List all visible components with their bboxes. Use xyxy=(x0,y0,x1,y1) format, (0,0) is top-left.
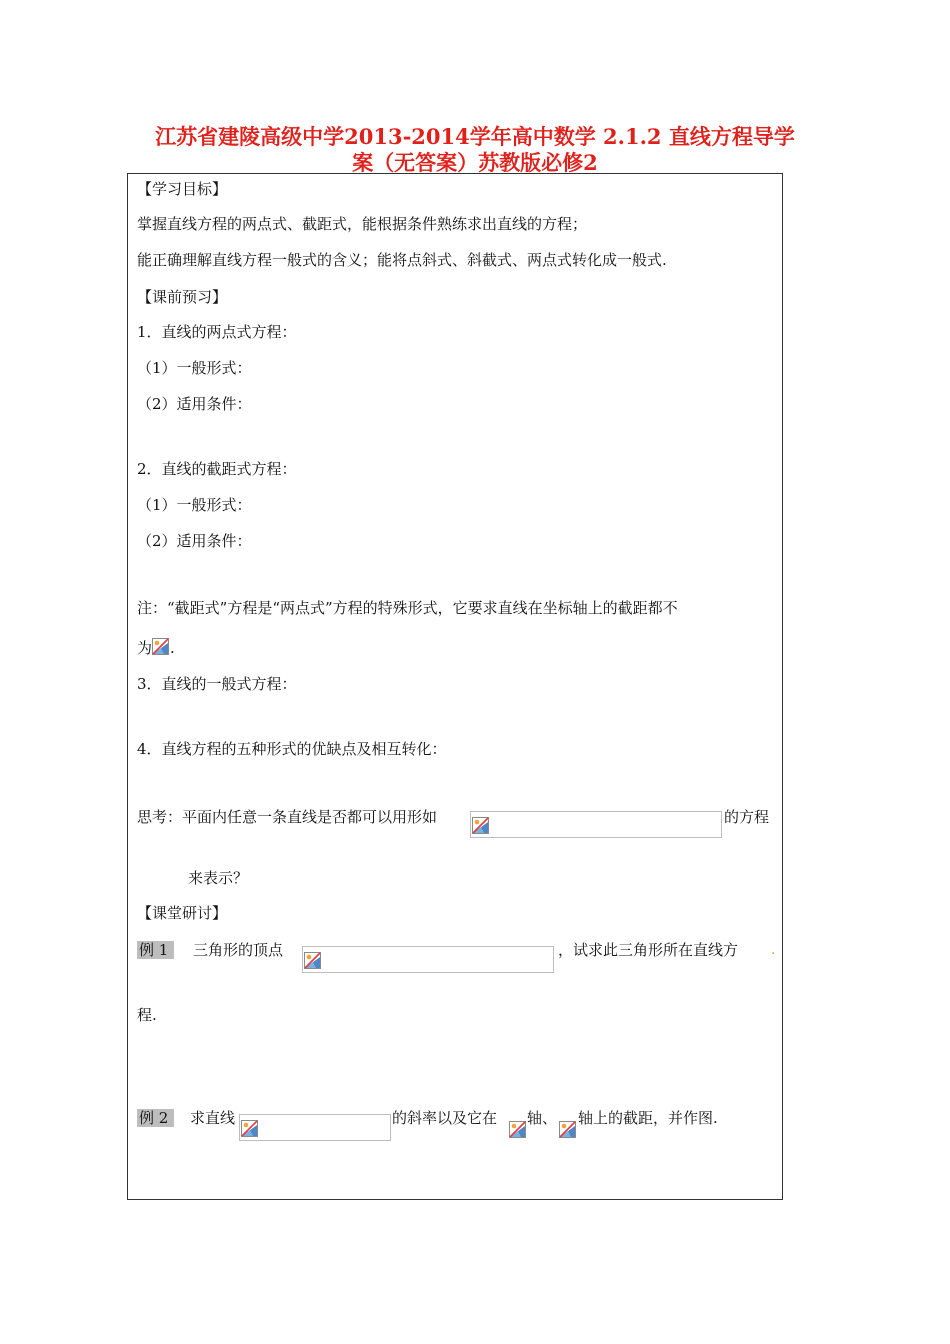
note-line-2: 为 . xyxy=(137,639,175,657)
question-1: 1．直线的两点式方程： xyxy=(137,323,297,341)
note-text: 为 xyxy=(137,639,153,657)
example-1-end: 程. xyxy=(137,1006,157,1024)
example-2-text-mid2: 轴、 xyxy=(527,1109,558,1127)
title-line-1: 江苏省建陵高级中学2013-2014学年高中数学 2.1.2 直线方程导学 xyxy=(155,124,795,149)
example-1-text-end: ，试求此三角形所在直线方 xyxy=(558,941,739,959)
formula-image-icon xyxy=(304,952,321,969)
example-1-tag xyxy=(137,940,174,960)
question-2b: （2）适用条件： xyxy=(137,532,252,550)
formula-image-icon xyxy=(472,817,489,834)
note-line-1: 注：“截距式”方程是“两点式”方程的特殊形式，它要求直线在坐标轴上的截距都不 xyxy=(137,599,678,617)
formula-image-icon xyxy=(241,1120,258,1137)
title-line-2: 案（无答案）苏教版必修2 xyxy=(352,150,598,175)
class-header: 【课堂研讨】 xyxy=(137,904,228,922)
x-axis-image-icon xyxy=(509,1121,526,1138)
formula-box-ex1 xyxy=(302,946,554,973)
question-2a: （1）一般形式： xyxy=(137,496,252,514)
goals-header: 【学习目标】 xyxy=(137,180,228,198)
preview-header: 【课前预习】 xyxy=(137,288,228,306)
example-2-text: 求直线 xyxy=(190,1109,236,1127)
goal-1: 掌握直线方程的两点式、截距式，能根据条件熟练求出直线的方程； xyxy=(137,215,588,233)
think-text: 思考：平面内任意一条直线是否都可以用形如 xyxy=(137,808,438,826)
question-2: 2．直线的截距式方程： xyxy=(137,460,297,478)
y-axis-image-icon xyxy=(559,1121,576,1138)
example-2-text-mid: 的斜率以及它在 xyxy=(392,1109,498,1127)
example-1-label: 例 1 xyxy=(137,941,174,959)
formula-box-think xyxy=(470,811,722,838)
question-4: 4．直线方程的五种形式的优缺点及相互转化： xyxy=(137,740,447,758)
example-2-tag xyxy=(137,1108,174,1128)
think-text-end: 的方程 xyxy=(724,808,770,826)
mark-dot: . xyxy=(771,942,776,958)
goal-2: 能正确理解直线方程一般式的含义；能将点斜式、斜截式、两点式转化成一般式. xyxy=(137,251,667,269)
question-1a: （1）一般形式： xyxy=(137,359,252,377)
example-2-text-end: 轴上的截距，并作图. xyxy=(578,1109,718,1127)
question-1b: （2）适用条件： xyxy=(137,395,252,413)
question-3: 3．直线的一般式方程： xyxy=(137,675,297,693)
formula-image-icon xyxy=(152,638,169,655)
think-text-2: 来表示？ xyxy=(188,869,249,887)
example-2-label: 例 2 xyxy=(137,1109,174,1127)
formula-box-ex2 xyxy=(239,1114,391,1141)
example-1-text: 三角形的顶点 xyxy=(193,941,284,959)
